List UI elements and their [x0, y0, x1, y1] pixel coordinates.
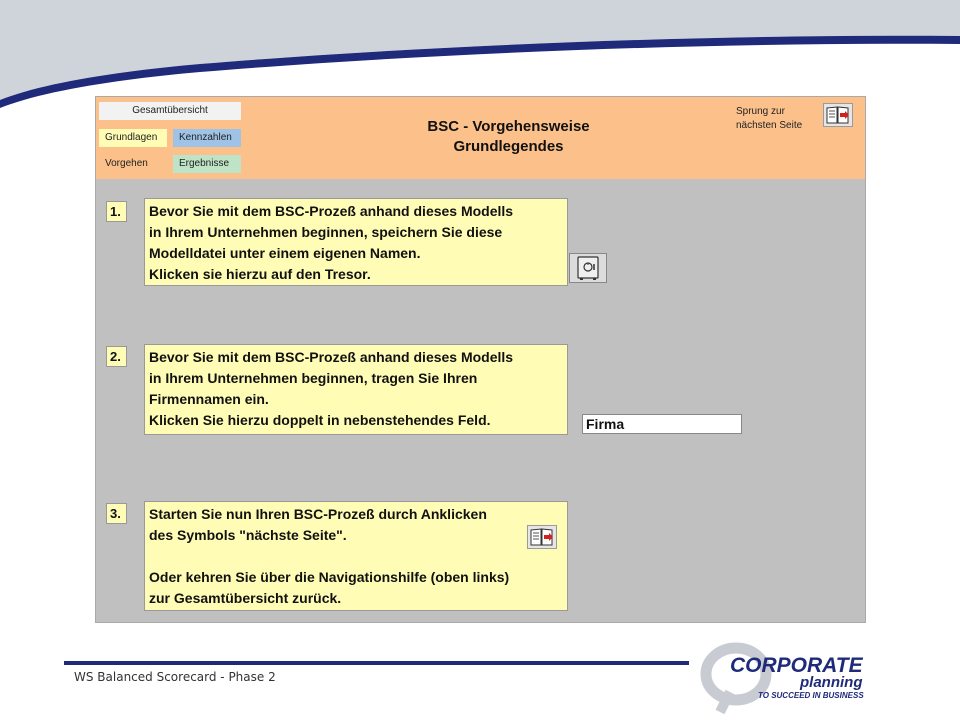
step-2-line: Firmennamen ein.: [149, 391, 269, 407]
footer-divider: [64, 661, 689, 665]
step-2-number: 2.: [106, 346, 127, 367]
nav-ergebnisse-button[interactable]: Ergebnisse: [173, 155, 241, 173]
step-1-box: [144, 198, 568, 286]
page-title: [321, 117, 696, 157]
step-3-line: zur Gesamtübersicht zurück.: [149, 590, 342, 606]
step-1-line: Bevor Sie mit dem BSC-Prozeß anhand dieses Modells: [149, 203, 514, 219]
step-3-line: Starten Sie nun Ihren BSC-Prozeß durch Anklicken: [149, 506, 487, 522]
page-title-line1: BSC - Vorgehensweise: [427, 118, 590, 135]
step-2-box: [144, 344, 568, 435]
step-1-line: in Ihrem Unternehmen beginnen, speichern Sie diese: [149, 224, 503, 240]
nav-grundlagen-button[interactable]: Grundlagen: [99, 129, 167, 147]
step-2-line: Klicken Sie hierzu doppelt in nebenstehendes Feld.: [149, 412, 491, 428]
step-3-box: [144, 501, 568, 611]
next-page-button[interactable]: [823, 103, 853, 127]
footer-text: WS Balanced Scorecard - Phase 2: [74, 670, 276, 684]
step-3-line: des Symbols "nächste Seite".: [149, 527, 347, 543]
corporate-planning-logo: [700, 642, 900, 714]
step-1-number: 1.: [106, 201, 127, 222]
step-1-line: Modelldatei unter einem eigenen Namen.: [149, 245, 421, 261]
jump-next-label-line1: Sprung zur: [736, 106, 785, 117]
step-2-line: Bevor Sie mit dem BSC-Prozeß anhand dieses Modells: [149, 349, 514, 365]
step-3-next-page-button[interactable]: [527, 525, 557, 549]
header-band: [96, 97, 865, 179]
step-1-line: Klicken sie hierzu auf den Tresor.: [149, 266, 371, 282]
step-3-line: [149, 546, 563, 567]
nav-kennzahlen-button[interactable]: Kennzahlen: [173, 129, 241, 147]
nav-overview-button[interactable]: Gesamtübersicht: [99, 102, 241, 120]
safe-icon: [570, 254, 606, 282]
jump-next-label: [736, 105, 826, 133]
book-next-page-icon: [528, 526, 556, 548]
top-swoosh-decoration: [0, 0, 960, 110]
logo-tagline: TO SUCCEED IN BUSINESS: [758, 691, 864, 700]
jump-next-label-line2: nächsten Seite: [736, 120, 803, 131]
step-3-line: Oder kehren Sie über die Navigationshilfe (oben links): [149, 569, 510, 585]
logo-line1: CORPORATE: [730, 654, 863, 677]
nav-vorgehen-button[interactable]: Vorgehen: [99, 155, 167, 173]
page-title-line2: Grundlegendes: [453, 138, 564, 155]
step-3-number: 3.: [106, 503, 127, 524]
step-2-line: in Ihrem Unternehmen beginnen, tragen Sie Ihren: [149, 370, 478, 386]
content-frame: [95, 96, 866, 623]
company-name-field[interactable]: Firma: [582, 414, 742, 434]
logo-line2: planning: [800, 674, 863, 691]
book-next-page-icon: [824, 104, 852, 126]
save-safe-button[interactable]: [569, 253, 607, 283]
